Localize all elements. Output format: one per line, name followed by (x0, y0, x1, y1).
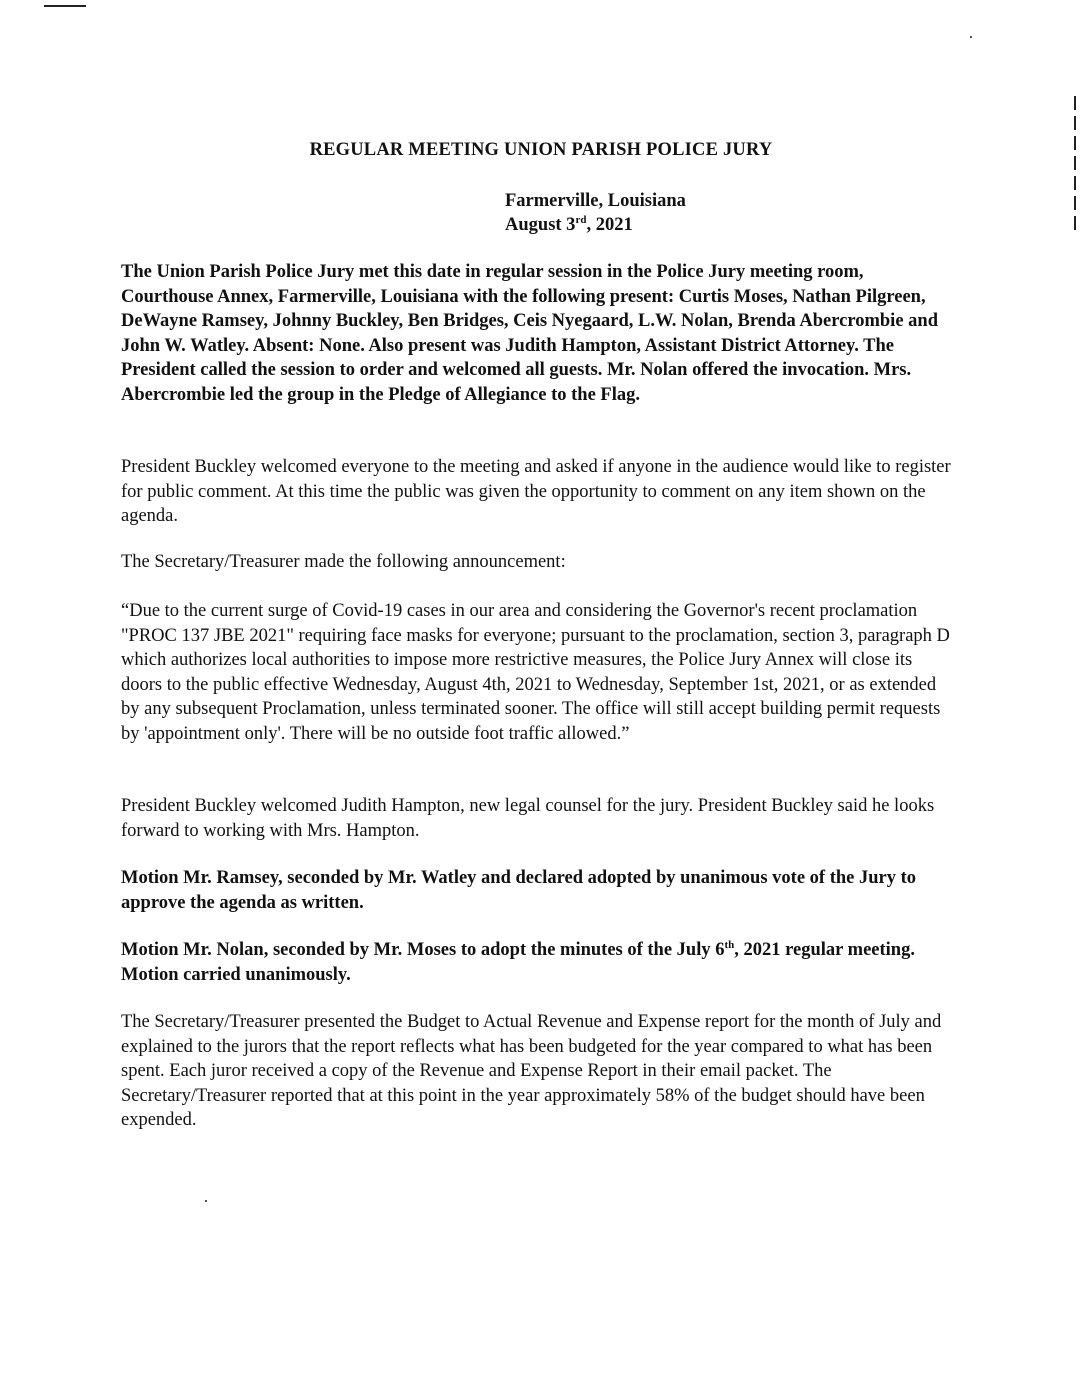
meeting-date: August 3rd, 2021 (505, 214, 633, 235)
scan-artifact-dot (205, 1200, 207, 1202)
announcement-intro-paragraph: The Secretary/Treasurer made the following announcement: (121, 552, 566, 572)
scan-artifact-dot (970, 36, 972, 38)
announcement-paragraph: “Due to the current surge of Covid-19 cases in our area and considering the Governor's recent proclamation "PROC 137 JBE 2021" requiring face masks for everyone; pursuant to the proclamation, section 3, paragraph D which authorizes local authorities to impose more restrictive measures, the Police Jury Annex will close its doors to the public effective Wednesday, August 4th, 2021 to Wednesday, September 1st, 2021, or as extended by any subsequent Proclamation, unless terminated sooner. The office will still accept building permit requests by 'appointment only'. There will be no outside foot traffic allowed.” (121, 601, 950, 744)
public-comment-paragraph: President Buckley welcomed everyone to the meeting and asked if anyone in the audience would like to register for public comment. At this time the public was given the opportunity to comment on any item shown on the agenda. (121, 457, 951, 526)
motion-minutes-paragraph: Motion Mr. Nolan, seconded by Mr. Moses to adopt the minutes of the July 6th, 2021 regular meeting. Motion carried unanimously. (121, 939, 915, 985)
meeting-place: Farmerville, Louisiana (505, 191, 686, 211)
place-date-block (505, 189, 686, 237)
scan-edge-line (1074, 96, 1076, 236)
scan-artifact-mark (44, 5, 86, 7)
document-title: REGULAR MEETING UNION PARISH POLICE JURY (309, 140, 773, 160)
motion-agenda-paragraph: Motion Mr. Ramsey, seconded by Mr. Watley and declared adopted by unanimous vote of the Jury to approve the agenda as written. (121, 868, 917, 913)
legal-counsel-paragraph: President Buckley welcomed Judith Hampton, new legal counsel for the jury. President Buckley said he looks forward to working with Mrs. Hampton. (121, 796, 935, 841)
budget-report-paragraph: The Secretary/Treasurer presented the Budget to Actual Revenue and Expense report for the month of July and explained to the jurors that the report reflects what has been budgeted for the year compared to what has been spent. Each juror received a copy of the Revenue and Expense Report in their email packet. The Secretary/Treasurer reported that at this point in the year approximately 58% of the budget should have been expended. (121, 1012, 942, 1130)
attendance-paragraph: The Union Parish Police Jury met this date in regular session in the Police Jury meeting room, Courthouse Annex, Farmerville, Louisiana with the following present: Curtis Moses, Nathan Pilgreen, DeWayne Ramsey, Johnny Buckley, Ben Bridges, Ceis Nyegaard, L.W. Nolan, Brenda Abercrombie and John W. Watley. Absent: None. Also present was Judith Hampton, Assistant District Attorney. The President called the session to order and welcomed all guests. Mr. Nolan offered the invocation. Mrs. Abercrombie led the group in the Pledge of Allegiance to the Flag. (121, 262, 938, 405)
